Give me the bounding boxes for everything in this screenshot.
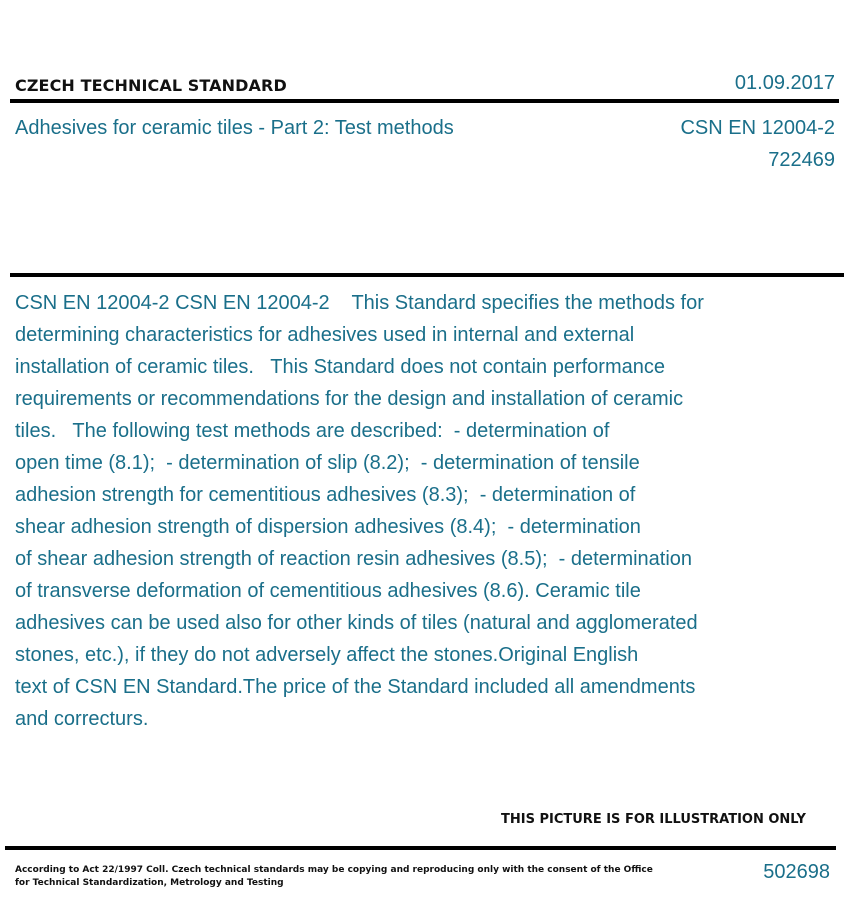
middle-divider xyxy=(10,273,844,277)
top-divider xyxy=(10,99,839,103)
legal-notice-line: According to Act 22/1997 Coll. Czech technical standards may be copying and reproducing only with the consent of the Office xyxy=(15,865,653,875)
abstract-line: text of CSN EN Standard.The price of the Standard included all amendments xyxy=(15,676,696,698)
abstract-line: CSN EN 12004-2 CSN EN 12004-2 This Standard specifies the methods for xyxy=(15,292,704,314)
abstract-text xyxy=(15,287,835,735)
legal-notice-line: for Technical Standardization, Metrology and Testing xyxy=(15,878,284,888)
abstract-line: tiles. The following test methods are described: - determination of xyxy=(15,420,610,442)
document-type-label: CZECH TECHNICAL STANDARD xyxy=(15,76,287,95)
abstract-line: stones, etc.), if they do not adversely affect the stones.Original English xyxy=(15,644,639,666)
abstract-line: determining characteristics for adhesives used in internal and external xyxy=(15,324,635,346)
abstract-line: installation of ceramic tiles. This Standard does not contain performance xyxy=(15,356,665,378)
abstract-line: open time (8.1); - determination of slip (8.2); - determination of tensile xyxy=(15,452,640,474)
abstract-line: of shear adhesion strength of reaction resin adhesives (8.5); - determination xyxy=(15,548,693,570)
abstract-line: adhesion strength for cementitious adhesives (8.3); - determination of xyxy=(15,484,636,506)
classification-number: 722469 xyxy=(768,149,835,171)
illustration-disclaimer: THIS PICTURE IS FOR ILLUSTRATION ONLY xyxy=(501,812,806,827)
bottom-divider xyxy=(5,846,836,850)
publication-date: 01.09.2017 xyxy=(734,72,835,94)
catalog-number: 502698 xyxy=(763,861,830,883)
legal-notice xyxy=(15,864,653,890)
abstract-line: adhesives can be used also for other kinds of tiles (natural and agglomerated xyxy=(15,612,698,634)
abstract-line: shear adhesion strength of dispersion adhesives (8.4); - determination xyxy=(15,516,641,538)
abstract-line: and correcturs. xyxy=(15,708,149,730)
standard-code: CSN EN 12004-2 xyxy=(680,117,835,139)
standard-title: Adhesives for ceramic tiles - Part 2: Test methods xyxy=(15,117,454,139)
abstract-line: requirements or recommendations for the design and installation of ceramic xyxy=(15,388,684,410)
abstract-line: of transverse deformation of cementitious adhesives (8.6). Ceramic tile xyxy=(15,580,641,602)
